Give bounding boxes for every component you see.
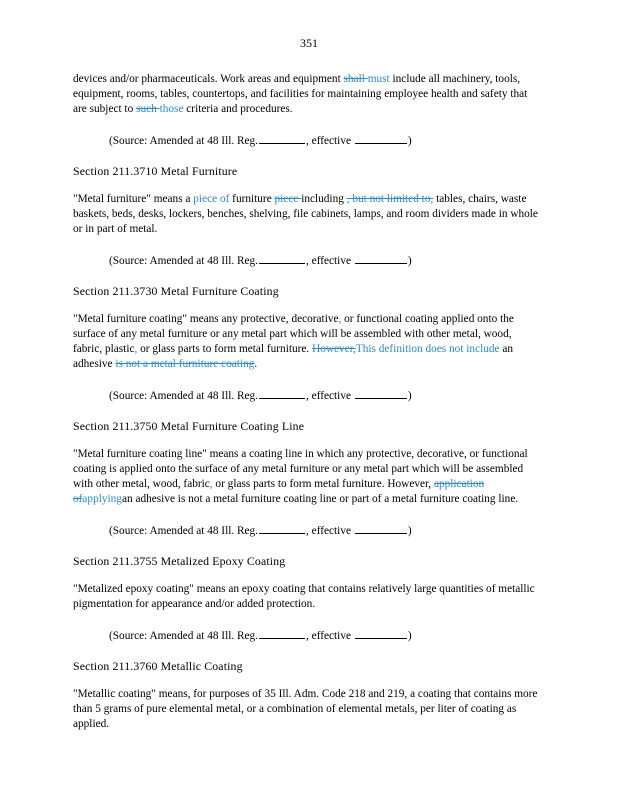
intro-paragraph: devices and/or pharmaceuticals. Work areas and equipment shall must include all machinery, tools, equipment, rooms, tables, countertops, and facilities for maintaining employee health and safety that are subject to such those criteria and procedures. [73,73,528,115]
inserted-text: must [367,73,390,85]
deleted-text: application of [73,478,485,505]
source-note: (Source: Amended at 48 Ill. Reg. , effective ) [73,387,543,404]
section-heading: Section 211.3760 Metallic Coating [73,659,243,673]
deleted-text: such [136,103,160,115]
section-heading: Section 211.3750 Metal Furniture Coating Line [73,419,305,433]
section-heading: Section 211.3730 Metal Furniture Coating [73,284,279,298]
section-body: "Metallic coating" means, for purposes of 35 Ill. Adm. Code 218 and 219, a coating that contains more than 5 grams of pure elemental metal, or a combination of elemental metals, per liter of coating as applied. [73,688,538,730]
section-body: "Metal furniture" means a piece of furniture piece including , but not limited to, tables, chairs, waste baskets, beds, desks, lockers, benches, shelving, file cabinets, lamps, and room dividers made in whole or in part of metal. [73,193,538,235]
inserted-text: piece of [193,193,230,205]
source-note: (Source: Amended at 48 Ill. Reg. , effective ) [73,522,543,539]
inserted-text: applying [82,493,122,505]
deleted-text: However, [312,343,356,355]
deleted-text: piece [274,193,302,205]
deleted-text: shall [343,73,368,85]
page-content [73,72,543,732]
deleted-text: is not a metal furniture coating [115,358,255,370]
page-number: 351 [300,36,318,50]
source-note: (Source: Amended at 48 Ill. Reg. , effective ) [73,627,543,644]
section-body: "Metalized epoxy coating" means an epoxy coating that contains relatively large quantities of metallic pigmentation for appearance and/or added protection. [73,583,535,610]
source-note: (Source: Amended at 48 Ill. Reg. , effective ) [73,252,543,269]
section-heading: Section 211.3755 Metalized Epoxy Coating [73,554,286,568]
inserted-text: , [134,343,138,355]
section-body: "Metal furniture coating line" means a coating line in which any protective, decorative, or functional coating is applied onto the surface of any metal furniture or any metal part which will be assembled with other metal, wood, fabric, or glass parts to form metal furniture. However, application ofapplyingan adhesive is not a metal furniture coating line or part of a metal furniture coating line. [73,448,528,505]
inserted-text: This definition does not include [355,343,500,355]
inserted-text: , [338,313,342,325]
section-body: "Metal furniture coating" means any protective, decorative, or functional coating applied onto the surface of any metal furniture or any metal part which will be assembled with other metal, wood, fabric, plastic, or glass parts to form metal furniture. However,This definition does not include an adhesive is not a metal furniture coating. [73,313,514,370]
source-note: (Source: Amended at 48 Ill. Reg. , effective ) [73,132,543,149]
inserted-text: those [159,103,184,115]
deleted-text: , but not limited to, [346,193,434,205]
inserted-text: , [209,478,213,490]
section-heading: Section 211.3710 Metal Furniture [73,164,238,178]
